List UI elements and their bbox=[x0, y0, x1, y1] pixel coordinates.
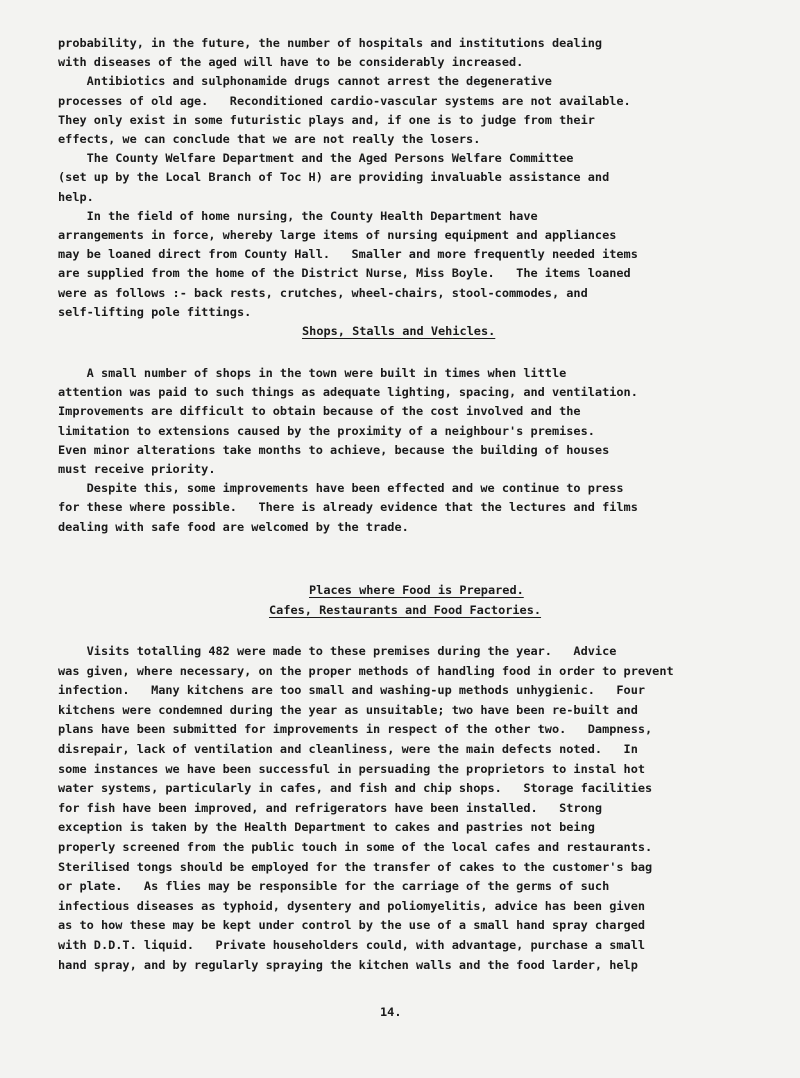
text-line: probability, in the future, the number of hospitals and institutions dealing bbox=[58, 36, 603, 50]
text-line: may be loaned direct from County Hall. Smaller and more frequently needed items bbox=[58, 247, 638, 262]
text-line: arrangements in force, whereby large items of nursing equipment and appliances bbox=[58, 228, 617, 242]
text-line: Antibiotics and sulphonamide drugs cannot arrest the degenerative bbox=[58, 74, 552, 89]
text-line: kitchens were condemned during the year as unsuitable; two have been re-built and bbox=[58, 702, 638, 717]
text-line: infectious diseases as typhoid, dysentery and poliomyelitis, advice has been given bbox=[58, 898, 646, 913]
text-line: are supplied from the home of the District Nurse, Miss Boyle. The items loaned bbox=[58, 266, 631, 281]
text-line: Sterilised tongs should be employed for the transfer of cakes to the customer's bag bbox=[58, 859, 653, 874]
text-line: help. bbox=[58, 189, 94, 204]
text-line: disrepair, lack of ventilation and cleanliness, were the main defects noted. In bbox=[58, 742, 638, 756]
text-line: dealing with safe food are welcomed by the trade. bbox=[58, 519, 409, 534]
text-line: In the field of home nursing, the County Health Department have bbox=[58, 208, 538, 223]
text-line: attention was paid to such things as adequate lighting, spacing, and ventilation. bbox=[58, 385, 638, 400]
text-line: must receive priority. bbox=[58, 462, 216, 476]
heading-places-food-prepared: Places where Food is Prepared. bbox=[309, 583, 524, 597]
text-line: hand spray, and by regularly spraying the kitchen walls and the food larder, help bbox=[58, 957, 638, 972]
text-line: for fish have been improved, and refrigerators have been installed. Strong bbox=[58, 800, 603, 815]
text-line: exception is taken by the Health Department to cakes and pastries not being bbox=[58, 820, 595, 835]
text-line: Despite this, some improvements have been effected and we continue to press bbox=[58, 481, 624, 496]
text-line: plans have been submitted for improvements in respect of the other two. Dampness, bbox=[58, 722, 653, 737]
text-line: infection. Many kitchens are too small and washing-up methods unhygienic. Four bbox=[58, 683, 646, 698]
text-line: A small number of shops in the town were built in times when little bbox=[58, 366, 567, 380]
text-line: properly screened from the public touch in some of the local cafes and restaurants. bbox=[58, 840, 653, 854]
text-line: as to how these may be kept under control by the use of a small hand spray charged bbox=[58, 918, 646, 933]
text-line: with diseases of the aged will have to be considerably increased. bbox=[58, 55, 524, 70]
text-line: or plate. As flies may be responsible for the carriage of the germs of such bbox=[58, 879, 610, 894]
text-line: with D.D.T. liquid. Private householders could, with advantage, purchase a small bbox=[58, 938, 646, 952]
page-number: 14. bbox=[380, 1005, 402, 1019]
text-line: The County Welfare Department and the Aged Persons Welfare Committee bbox=[58, 151, 574, 166]
text-line: was given, where necessary, on the proper methods of handling food in order to prevent bbox=[58, 663, 674, 678]
text-line: (set up by the Local Branch of Toc H) are providing invaluable assistance and bbox=[58, 170, 610, 185]
text-line: They only exist in some futuristic plays and, if one is to judge from their bbox=[58, 112, 595, 127]
text-line: water systems, particularly in cafes, and fish and chip shops. Storage facilities bbox=[58, 781, 653, 796]
heading-cafes-restaurants: Cafes, Restaurants and Food Factories. bbox=[269, 603, 542, 617]
text-line: Even minor alterations take months to achieve, because the building of houses bbox=[58, 442, 610, 457]
text-line: for these where possible. There is already evidence that the lectures and films bbox=[58, 500, 638, 515]
text-line: Improvements are difficult to obtain because of the cost involved and the bbox=[58, 404, 581, 419]
text-line: self-lifting pole fittings. bbox=[58, 304, 252, 319]
text-line: Visits totalling 482 were made to these premises during the year. Advice bbox=[58, 644, 617, 658]
text-line: limitation to extensions caused by the proximity of a neighbour's premises. bbox=[58, 423, 595, 438]
text-line: effects, we can conclude that we are not really the losers. bbox=[58, 132, 481, 146]
text-line: were as follows :- back rests, crutches, wheel-chairs, stool-commodes, and bbox=[58, 285, 588, 300]
heading-shops-stalls-vehicles: Shops, Stalls and Vehicles. bbox=[302, 324, 496, 338]
text-line: some instances we have been successful in persuading the proprietors to instal hot bbox=[58, 761, 646, 776]
text-line: processes of old age. Reconditioned cardio-vascular systems are not available. bbox=[58, 93, 631, 108]
